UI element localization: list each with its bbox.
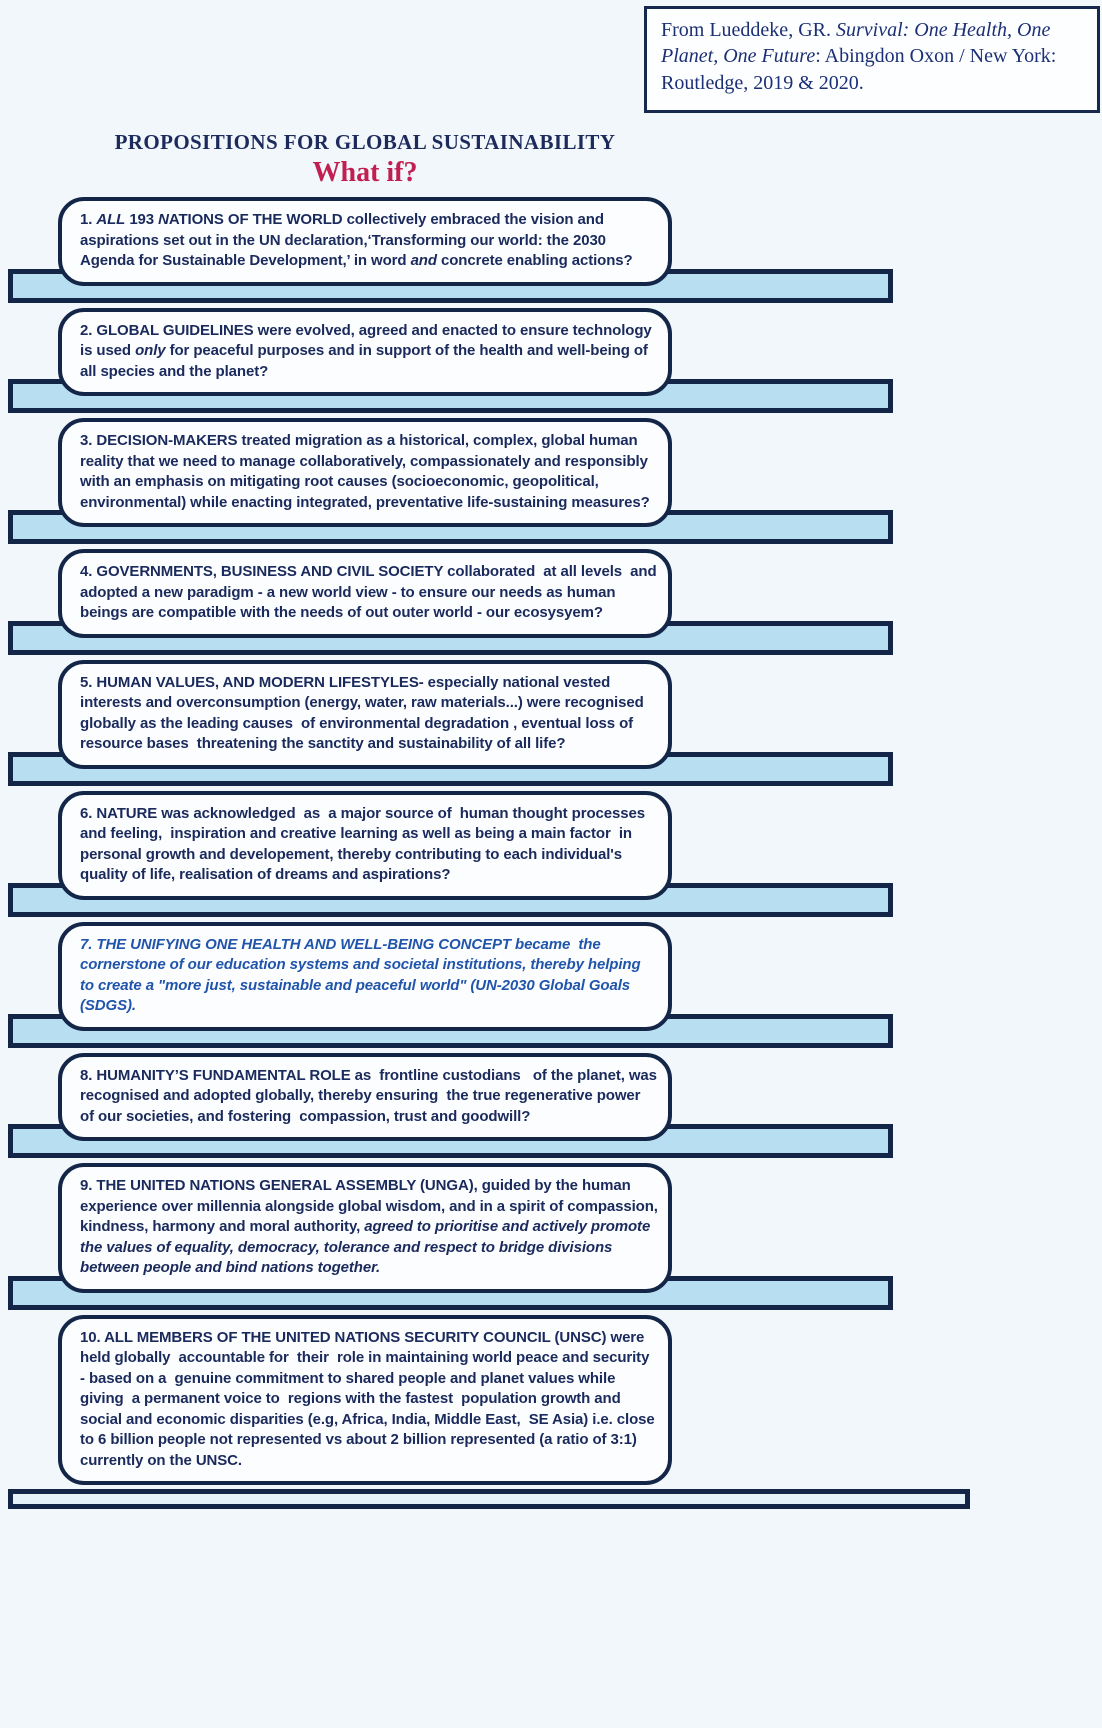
proposition-item <box>58 308 672 397</box>
proposition-text: 3. DECISION-MAKERS treated migration as a historical, complex, global human reality that we need to manage collaboratively, compassionately and responsibly with an emphasis on mitigating root causes (socioeconomic, geopolitical, environmental) while enacting integrated, preventative life-sustaining measures? <box>80 432 652 511</box>
proposition-box <box>58 791 672 900</box>
proposition-item <box>58 197 672 286</box>
proposition-item <box>58 1163 672 1293</box>
connector-bar <box>8 1489 970 1509</box>
proposition-text: 5. HUMAN VALUES, AND MODERN LIFESTYLES- especially national vested interests and overconsumption (energy, water, raw materials...) were recognised globally as the leading causes of environmental degradation , eventual loss of resource bases threatening the sanctity and sustainability of all life? <box>80 673 648 752</box>
page-subtitle: What if? <box>312 157 418 188</box>
proposition-item <box>58 791 672 900</box>
proposition-text: 10. ALL MEMBERS OF THE UNITED NATIONS SECURITY COUNCIL (UNSC) were held globally accountable for their role in maintaining world peace and security - based on a genuine commitment to shared people and planet values while giving a permanent voice to regions with the fastest population growth and social and economic disparities (e.g, Africa, India, Middle East, SE Asia) i.e. close to 6 billion people not represented vs about 2 billion represented (a ratio of 3:1) currently on the UNSC. <box>80 1328 659 1469</box>
proposition-item <box>58 418 672 527</box>
page-title: PROPOSITIONS FOR GLOBAL SUSTAINABILITY <box>114 130 616 154</box>
citation-box <box>644 6 1100 113</box>
proposition-text: 2. GLOBAL GUIDELINES were evolved, agreed and enacted to ensure technology is used only for peaceful purposes and in support of the health and well-being of all species and the planet? <box>80 321 656 380</box>
citation-text: From Lueddeke, GR. Survival: One Health, One Planet, One Future: Abingdon Oxon / New York: Routledge, 2019 & 2020. <box>661 19 1057 94</box>
proposition-box <box>58 660 672 769</box>
proposition-text: 9. THE UNITED NATIONS GENERAL ASSEMBLY (UNGA), guided by the human experience over millennia alongside global wisdom, and in a spirit of compassion, kindness, harmony and moral authority, agreed to prioritise and actively promote the values of equality, democracy, tolerance and respect to bridge divisions between people and bind nations together. <box>80 1177 662 1276</box>
proposition-box <box>58 1315 672 1486</box>
proposition-item <box>58 1053 672 1142</box>
proposition-text: 4. GOVERNMENTS, BUSINESS AND CIVIL SOCIETY collaborated at all levels and adopted a new paradigm - a new world view - to ensure our needs as human beings are compatible with the needs of out outer world - our ecosysyem? <box>80 563 661 621</box>
proposition-text: 8. HUMANITY’S FUNDAMENTAL ROLE as frontline custodians of the planet, was recognised and adopted globally, thereby ensuring the true regenerative power of our societies, and fostering compassion, trust and goodwill? <box>80 1066 661 1125</box>
proposition-item <box>58 660 672 769</box>
proposition-box <box>58 418 672 527</box>
propositions-list <box>58 197 672 1485</box>
proposition-box <box>58 308 672 397</box>
proposition-box <box>58 549 672 638</box>
proposition-item <box>58 549 672 638</box>
proposition-item <box>58 922 672 1031</box>
header <box>58 0 672 189</box>
proposition-item <box>58 1315 672 1486</box>
proposition-box <box>58 1053 672 1142</box>
proposition-text: 7. THE UNIFYING ONE HEALTH AND WELL-BEING CONCEPT became the cornerstone of our education systems and societal institutions, thereby helping to create a "more just, sustainable and peaceful world" (UN-2030 Global Goals (SDGS). <box>80 935 645 1014</box>
proposition-box <box>58 1163 672 1293</box>
proposition-box <box>58 197 672 286</box>
proposition-text: 1. ALL 193 NATIONS OF THE WORLD collectively embraced the vision and aspirations set out in the UN declaration,‘Transforming our world: the 2030 Agenda for Sustainable Development,’ in word and concrete enabling actions? <box>80 211 633 269</box>
proposition-text: 6. NATURE was acknowledged as a major source of human thought processes and feeling, inspiration and creative learning as well as being a main factor in personal growth and developement, thereby contributing to each individual's quality of life, realisation of dreams and aspirations? <box>80 804 650 883</box>
proposition-box <box>58 922 672 1031</box>
